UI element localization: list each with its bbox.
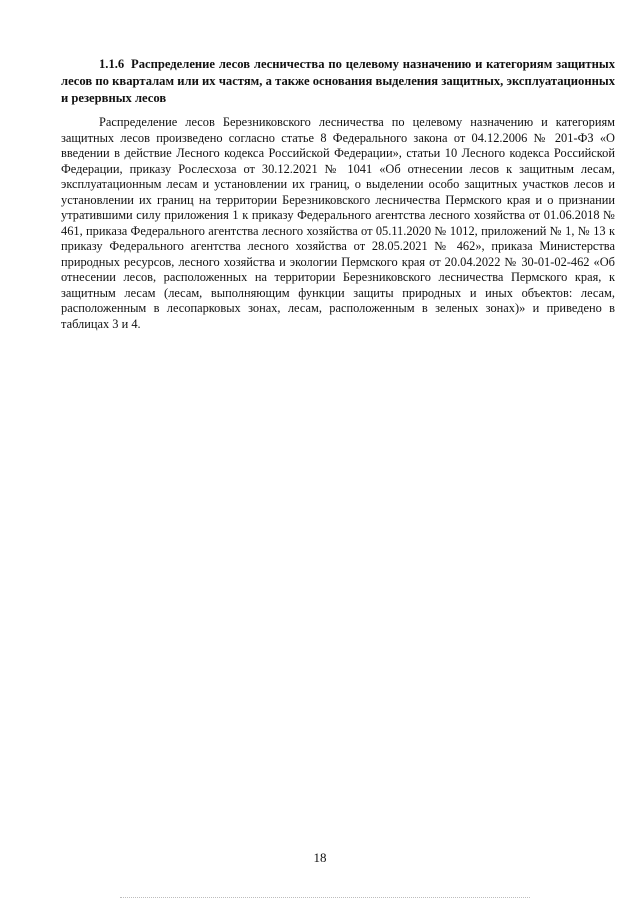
section-heading [61, 56, 615, 107]
page-number: 18 [313, 850, 327, 865]
body-paragraph: Распределение лесов Березниковского лесничества по целевому назначению и категориям защитных лесов произведено согласно статье 8 Федерального закона от 04.12.2006 № 201-ФЗ «О введении в действие Лесного кодекса Российской Федерации», статьи 10 Лесного кодекса Российской Федерации, приказу Рослесхоза от 30.12.2021 № 1041 «Об отнесении лесов к защитным лесам, эксплуатационным лесам и установлении их границ, о выделении особо защитных участков лесов и установлении их границ на территории Березниковского лесничества Пермского края и о признании утратившими силу приложения 1 к приказу Федерального агентства лесного хозяйства от 01.06.2018 № 461, приказа Федерального агентства лесного хозяйства от 05.11.2020 № 1012, приложений № 1, № 13 к приказу Федерального агентства лесного хозяйства от 28.05.2021 № 462», приказа Министерства природных ресурсов, лесного хозяйства и экологии Пермского края от 20.04.2022 № 30-01-02-462 «Об отнесении лесов, расположенных на территории Березниковского лесничества Пермского края, к защитным лесам (лесам, выполняющим функции защиты природных и иных объектов: лесам, расположенным в лесопарковых зонах, лесам, расположенным в зеленых зонах)» и приведено в таблицах 3 и 4. [61, 115, 615, 331]
section-title: Распределение лесов лесничества по целевому назначению и категориям защитных лесов по кварталам или их частям, а также основания выделения защитных, эксплуатационных и резервных лесов [61, 57, 615, 105]
section-number: 1.1.6 [99, 57, 125, 71]
scan-edge-line [120, 897, 530, 898]
